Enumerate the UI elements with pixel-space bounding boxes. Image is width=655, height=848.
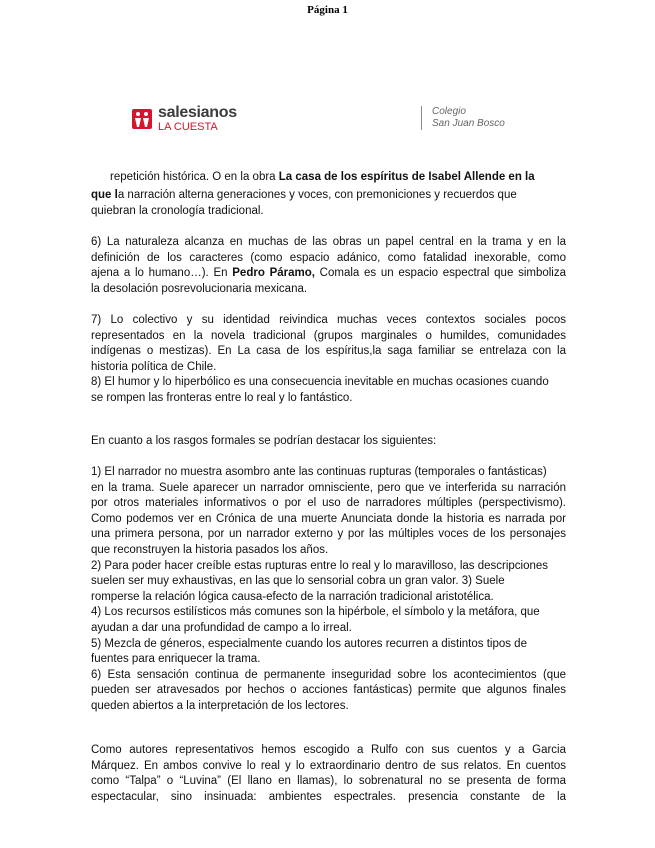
formal-features: 1) El narrador no muestra asombro ante las continuas rupturas (temporales o fantásticas) en la trama. Suele aparecer un narrador omnisciente, pero que ve interferida su narración por otros materiales informativos o por el uso de narradores múltiples (perspectivismo). Como podemos ver en Crónica de una muerte Anunciata donde la historia es narrada por una primera persona, por un narrador externo y por las múltiples voces de los personajes que reconstruyen la historia pasados los años. 2) Para poder hacer creíble estas rupturas entre lo real y lo maravilloso, las descripciones suelen ser muy exhaustivas, en las que lo sensorial cobra un gran valor. 3) Suele romperse la relación lógica causa-efecto de la narración tradicional aristotélica. 4) Los recursos estilísticos más comunes son la hipérbole, el símbolo y la metáfora, que ayudan a dar una profundidad de campo a lo irreal. 5) Mezcla de géneros, especialmente cuando los autores recurren a distintos tipos de fuentes para enriquecer la trama. 6) Esta sensación continua de permanente inseguridad sobre los acontecimientos (que pueden ser atravesados por hechos o acciones fantásticas) permite que algunos finales queden abiertos a la interpretación de los lectores. bbox=[91, 466, 566, 712]
paragraph-6: 6) La naturaleza alcanza en muchas de las obras un papel central en la trama y en la definición de los caracteres (como espacio adánico, como fatalidad inexorable, como ajena a lo humano…). En Pedro Páramo, Comala es un espacio espectral que simboliza la desolación posrevolucionaria mexicana. bbox=[91, 236, 566, 295]
paragraph-authors: Como autores representativos hemos escogido a Rulfo con sus cuentos y a Garcia Márquez. En ambos convive lo real y lo extraordinario dentro de sus relatos. En cuentos como “Talpa” o “Luvina” (El llano en llamas), lo sobrenatural no se presenta de forma espectacular, sino insinuada: ambientes espectrales. presencia constante de la bbox=[91, 744, 566, 803]
salesianos-emblem-icon bbox=[132, 109, 152, 129]
bold-title-casa-espiritus: La casa de los espíritus de Isabel Allende en la bbox=[278, 171, 535, 183]
paragraph-intro-rest: que la narración alterna generaciones y voces, con premoniciones y recuerdos que quiebran la cronología tradicional. bbox=[91, 189, 517, 217]
formal-intro: En cuanto a los rasgos formales se podrían destacar los siguientes: bbox=[91, 435, 437, 447]
page-number: Página 1 bbox=[307, 4, 348, 16]
paragraph-intro-line1: repetición histórica. O en la obra La casa de los espíritus de Isabel Allende en la bbox=[110, 171, 535, 183]
logo-divider bbox=[421, 106, 422, 130]
logo-brand: salesianos bbox=[158, 104, 237, 121]
logo-subtitle: LA CUESTA bbox=[158, 121, 218, 133]
colegio-line2: San Juan Bosco bbox=[432, 118, 505, 129]
bold-pedro-paramo: Pedro Páramo, bbox=[232, 267, 315, 280]
colegio-logo bbox=[432, 106, 505, 130]
colegio-line1: Colegio bbox=[432, 106, 466, 117]
paragraph-7-8: 7) Lo colectivo y su identidad reivindica muchas veces contextos sociales pocos representados en la novela tradicional (grupos marginales o humildes, comunidades indígenas o mestizas). En La casa de los espíritus,la saga familiar se entrelaza con la historia política de Chile. 8) El humor y lo hiperbólico es una consecuencia inevitable en muchas ocasiones cuando se rompen las fronteras entre lo real y lo fantástico. bbox=[91, 314, 566, 404]
